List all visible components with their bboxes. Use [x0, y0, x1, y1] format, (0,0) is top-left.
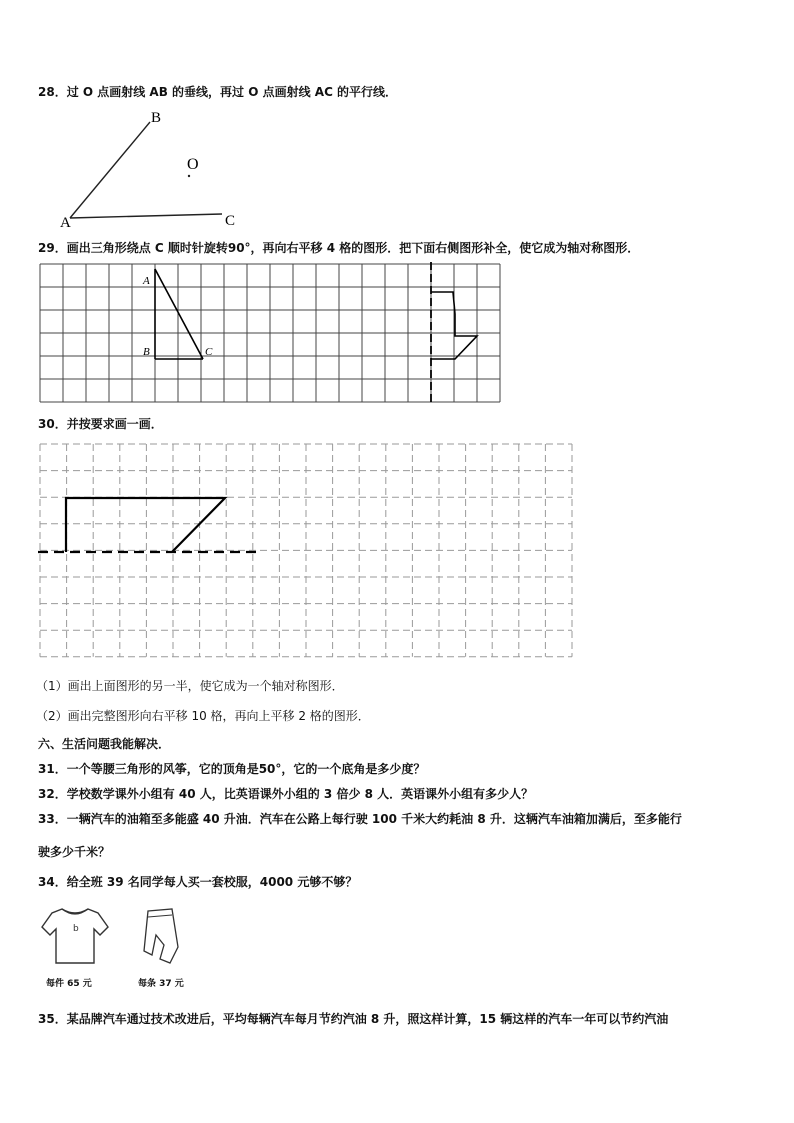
q30-sub1: （1）画出上面图形的另一半，使它成为一个轴对称图形． [36, 679, 344, 693]
label-b: B [143, 346, 150, 358]
q33-line2: 驶多少千米？ [38, 845, 111, 859]
q30-sub2: （2）画出完整图形向右平移 10 格，再向上平移 2 格的图形． [36, 709, 370, 723]
q29-text: 29．画出三角形绕点 C 顺时针旋转90°，再向右平移 4 格的图形．把下面右侧图形补全，使它成为轴对称图形． [38, 241, 640, 255]
q33-line1: 33．一辆汽车的油箱至多能盛 40 升油．汽车在公路上每行驶 100 千米大约耗油 8 升．这辆汽车油箱加满后，至多能行 [38, 812, 682, 826]
pants-icon [140, 905, 186, 967]
shirt-price: 每件 65 元 [46, 979, 92, 989]
pants-price: 每条 37 元 [138, 979, 184, 989]
label-c: C [205, 346, 213, 358]
shirt-icon [40, 905, 110, 967]
point-a-label: A [60, 215, 71, 231]
q35-text: 35．某品牌汽车通过技术改进后，平均每辆汽车每月节约汽油 8 升，照这样计算，15 辆这样的汽车一年可以节约汽油 [38, 1012, 669, 1026]
section-6-heading: 六、生活问题我能解决． [38, 737, 171, 751]
q31-text: 31．一个等腰三角形的风筝，它的顶角是50°，它的一个底角是多少度？ [38, 762, 426, 776]
point-b-label: B [151, 110, 162, 126]
q34-text: 34．给全班 39 名同学每人买一套校服，4000 元够不够？ [38, 875, 358, 889]
svg-text:b: b [73, 924, 79, 934]
label-a: A [143, 275, 150, 287]
q28-text: 28．过 O 点画射线 AB 的垂线，再过 O 点画射线 AC 的平行线． [38, 85, 398, 99]
half-shape [66, 498, 225, 552]
q30-text: 30．并按要求画一画． [38, 417, 163, 431]
point-o-label: O [187, 156, 199, 173]
q32-text: 32．学校数学课外小组有 40 人，比英语课外小组的 3 倍少 8 人．英语课外小组有多少人？ [38, 787, 534, 801]
point-c-label: C [225, 213, 236, 229]
